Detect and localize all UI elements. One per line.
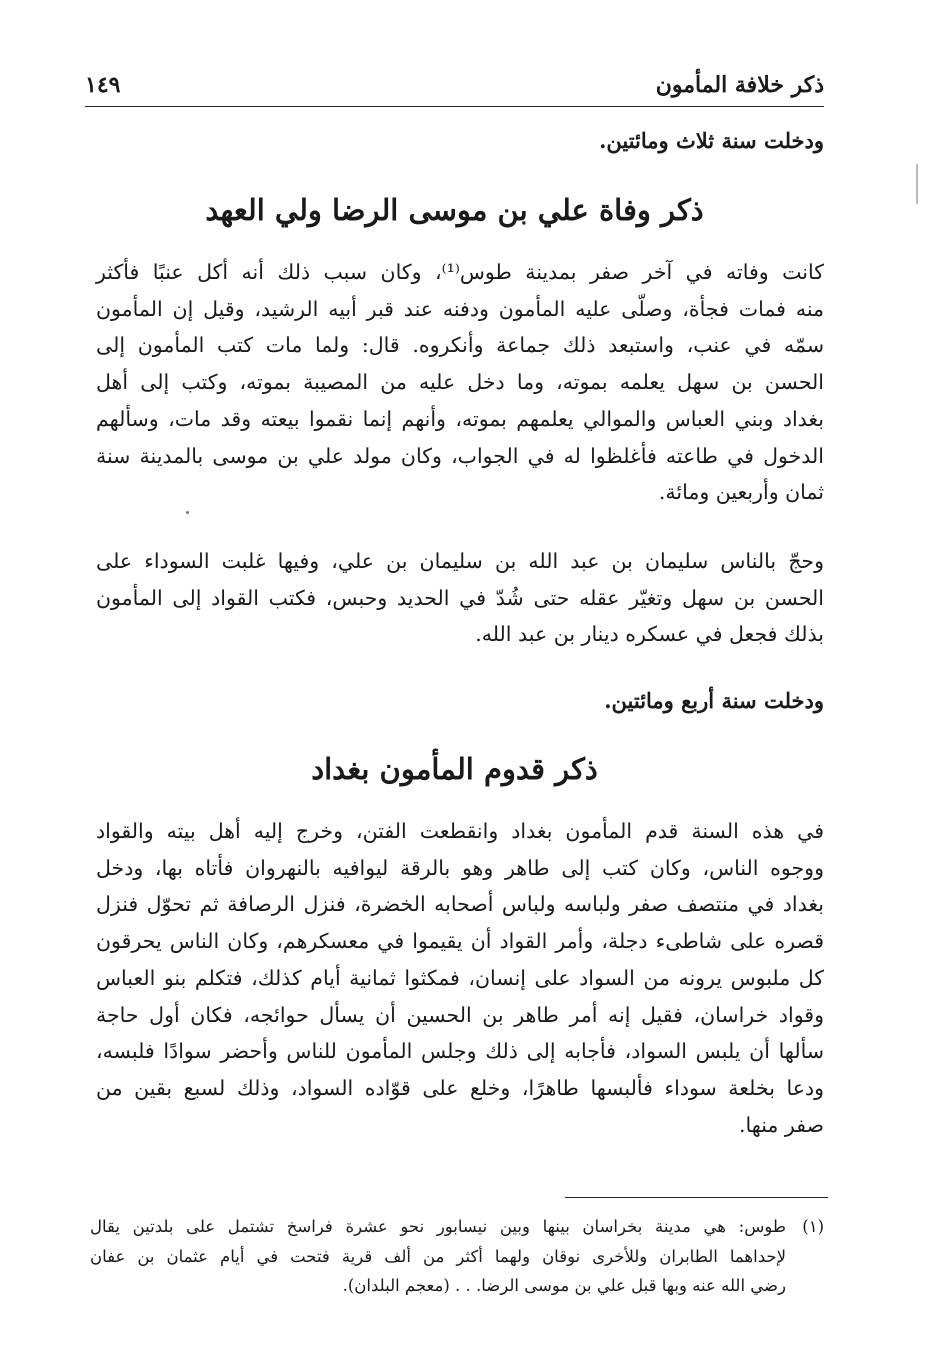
scan-speck [186, 511, 189, 514]
section-heading-death-of-ali-al-rida: ذكر وفاة علي بن موسى الرضا ولي العهد [205, 193, 704, 227]
text-line: قصره على شاطىء دجلة، وأمر القواد أن يقيموا في معسكرهم، وكان الناس يحرقون [96, 929, 824, 954]
year-204-line: ودخلت سنة أربع ومائتين. [604, 688, 824, 713]
text-line: كانت وفاته في آخر صفر بمدينة طوس⁽¹⁾، وكان سبب ذلك أنه أكل عنبًا فأكثر [96, 260, 824, 284]
text-line: ودعا بخلعة سوداء فألبسها طاهرًا، وخلع على قوّاده السواد، وذلك لسبع بقين من [96, 1075, 824, 1100]
text-line: بغداد في منتصف صفر ولباسه ولباس أصحابه الخضرة، فنزل الرصافة ثم تحوّل فنزل [96, 892, 824, 917]
text-line: وحجّ بالناس سليمان بن عبد الله بن سليمان بن علي، وفيها غلبت السوداء على [96, 549, 824, 573]
section1-paragraph-2 [96, 543, 824, 653]
text-line: كل ملبوس يرونه من السواد على إنسان، فمكثوا ثمانية أيام كذلك، فتكلم بنو العباس [96, 965, 824, 990]
text-line: منه فمات فجأة، وصلّى عليه المأمون ودفنه عند قبر أبيه الرشيد، وقيل إن المأمون [96, 296, 824, 321]
footnote-line: لإحداهما الطابران وللأخرى نوقان ولهما أكثر من ألف قرية فتحت في أيام عثمان بن عفان [90, 1246, 786, 1266]
section-heading-mamun-arrives-baghdad: ذكر قدوم المأمون بغداد [311, 752, 598, 786]
text-line: سألها أن يلبس السواد، فأجابه إلى ذلك وجلس المأمون للناس وأحضر سوادًا فلبسه، [96, 1039, 824, 1064]
text-line: ووجوه الناس، وكان كتب إلى طاهر وهو بالرقة ليوافيه بالنهروان فأتاه بها، ودخل [96, 855, 824, 880]
section1-paragraph-1 [96, 254, 824, 511]
footnote-line: رضي الله عنه وبها قبل علي بن موسى الرضا. . . (معجم البلدان). [342, 1276, 786, 1295]
footnote [90, 1212, 824, 1301]
text-line: الحسن بن سهل يعلمه بموته، وما دخل عليه من المصيبة بموته، وكتب إلى أهل [96, 370, 824, 395]
footnote-marker: (١) [802, 1217, 824, 1236]
text-line: الدخول في طاعته فأغلظوا له في الجواب، وكان مولد علي بن موسى بالمدينة سنة [96, 443, 824, 468]
text-line: بذلك فجعل في عسكره دينار بن عبد الله. [475, 622, 824, 647]
text-line: في هذه السنة قدم المأمون بغداد وانقطعت الفتن، وخرج إليه أهل بيته والقواد [96, 819, 824, 843]
running-title: ذكر خلافة المأمون [655, 72, 824, 98]
text-line: سمّه في عنب، واستبعد ذلك جماعة وأنكروه. قال: ولما مات كتب المأمون إلى [96, 333, 824, 358]
text-line: الحسن بن سهل وتغيّر عقله حتى شُدّ في الحديد وحبس، فكتب القواد إلى المأمون [96, 585, 824, 610]
page-number: ١٤٩ [85, 72, 121, 98]
footnote-line: طوس: هي مدينة بخراسان بينها وبين نيسابور نحو عشرة فراسخ تشتمل على بلدتين يقال [90, 1217, 786, 1236]
running-header [85, 70, 824, 107]
text-line: وقواد خراسان، فقيل إنه أمر طاهر بن الحسين أن يسأل حوائجه، فكان أول حاجة [96, 1002, 824, 1027]
text-line: بغداد وبني العباس والموالي يعلمهم بموته، وأنهم إنما نقموا بيعته وقد مات، وسألهم [96, 406, 824, 431]
scan-margin-mark [916, 164, 918, 204]
footnote-body [90, 1212, 786, 1301]
text-line: صفر منها. [739, 1112, 824, 1137]
section2-paragraph-1 [96, 813, 824, 1143]
year-203-line: ودخلت سنة ثلاث ومائتين. [599, 128, 824, 153]
footnote-separator [565, 1197, 828, 1198]
text-line: ثمان وأربعين ومائة. [658, 480, 824, 505]
